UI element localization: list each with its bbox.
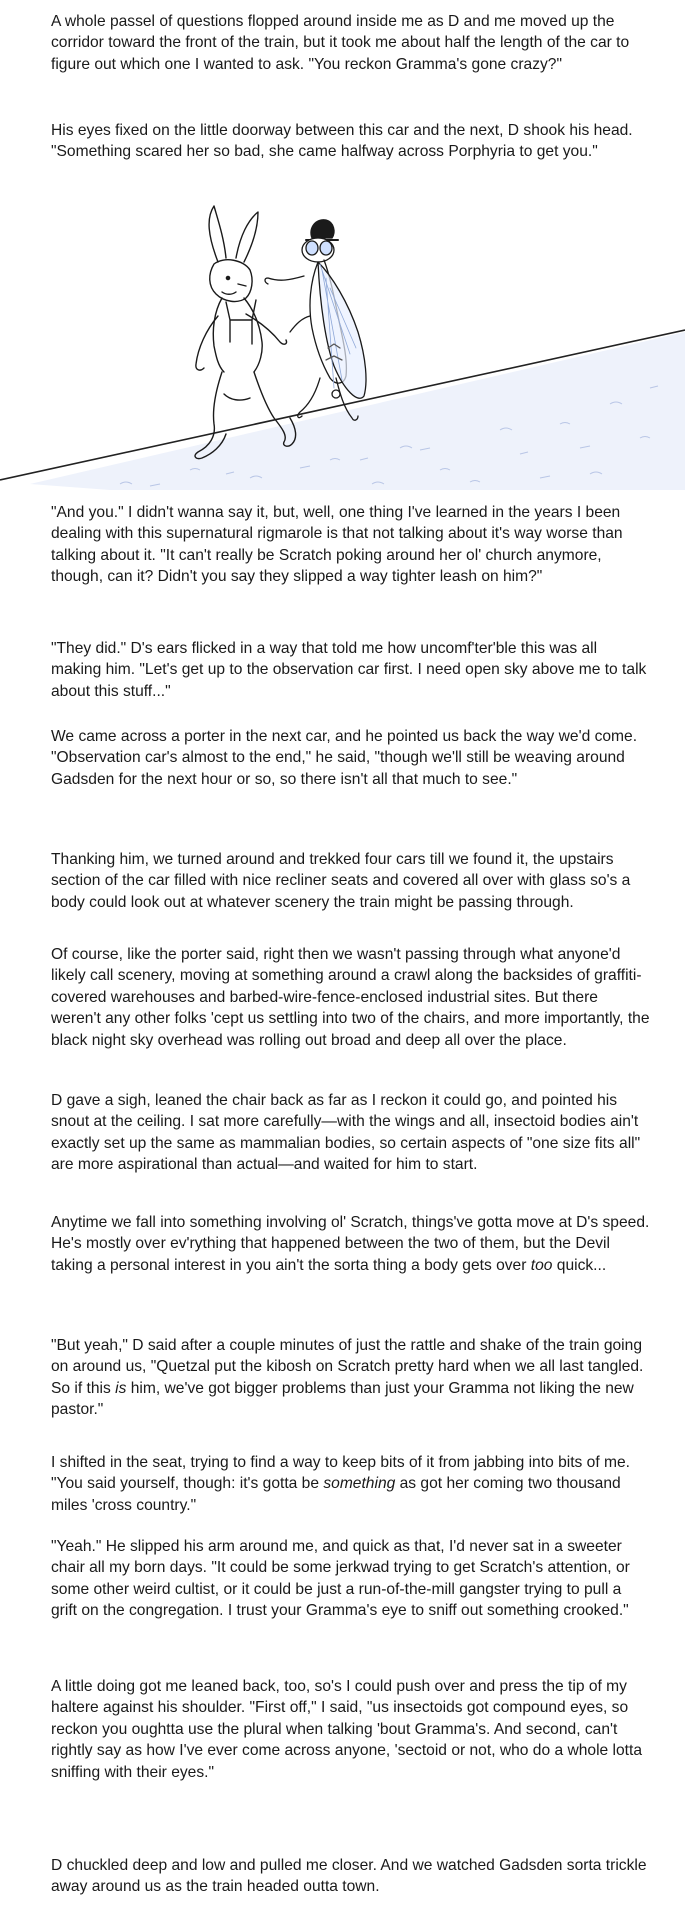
paragraph-text: A little doing got me leaned back, too, so's I could push over and press the tip of my haltere against his shoulder. "First off," I said, "us insectoids got compound eyes, so reckon you oughtta use the plural when talking 'bout Gramma's. And second, can't rightly say as how I've ever come across anyone, 'sectoid or not, who do a whole lotta sniffing with their eyes." [51,1678,643,1781]
paragraph-text: D chuckled deep and low and pulled me closer. And we watched Gadsden sorta trickle away around us as the train headed outta town. [51,1857,647,1896]
paragraph-text: him, we've got bigger problems than just your Gramma not liking the new pastor." [51,1379,634,1419]
story-paragraph-2 [51,120,651,163]
paragraph-text: We came across a porter in the next car, and he pointed us back the way we'd come. "Observation car's almost to the end," he said, "though we'll still be weaving around Gadsden for the next hour or so, so there isn't all that much to see." [51,728,638,788]
paragraph-text: I shifted in the seat, trying to find a way to keep bits of it from jabbing into bits of me. "You said yourself, though: it's gotta be [51,1454,631,1493]
paragraph-text: "And you." I didn't wanna say it, but, well, one thing I've learned in the years I been dealing with this supernatural rigmarole is that not talking about it's way worse than talking about it. "It can't really be Scratch poking around her ol' church anymore, though, can it? Didn't you say they slipped a way tighter leash on him?" [51,504,623,586]
emphasis-text: is [115,1379,127,1397]
paragraph-text: quick... [552,1256,607,1274]
story-paragraph-4 [51,638,651,702]
story-paragraph-13 [51,1676,651,1783]
paragraph-text: "But yeah," D said after a couple minutes of just the rattle and shake of the train going on around us, "Quetzal put the kibosh on Scratch pretty hard when we all last tangled. So if this [51,1337,644,1397]
story-paragraph-9 [51,1212,651,1276]
story-paragraph-10 [51,1335,651,1421]
story-paragraph-5 [51,726,651,790]
paragraph-text: His eyes fixed on the little doorway between this car and the next, D shook his head. "Something scared her so bad, she came halfway across Porphyria to get you." [51,122,633,161]
paragraph-text: as got her coming two thousand miles 'cross country." [51,1475,621,1514]
train-ride-illustration [0,198,685,490]
emphasis-text: something [323,1475,396,1493]
paragraph-text: Of course, like the porter said, right then we wasn't passing through what anyone'd likely call scenery, moving at something around a crawl along the backsides of graffiti-covered warehouses and barbed-wire-fence-enclosed industrial sites. But there weren't any other folks 'cept us settling into two of the chairs, and more importantly, the black night sky overhead was rolling out broad and deep all over the place. [51,946,650,1049]
story-paragraph-3 [51,502,651,588]
emphasis-text: too [530,1256,553,1274]
paragraph-text: A whole passel of questions flopped around inside me as D and me moved up the corridor toward the front of the train, but it took me about half the length of the car to figure out which one I wanted to ask. "You reckon Gramma's gone crazy?" [51,13,630,73]
story-paragraph-1 [51,11,651,75]
paragraph-text: Anytime we fall into something involving ol' Scratch, things've gotta move at D's speed. He's mostly over ev'rything that happened between the two of them, but the Devil taking a personal interest in you ain't the sorta thing a body gets over [51,1214,650,1274]
paragraph-text: Thanking him, we turned around and trekked four cars till we found it, the upstairs section of the car filled with nice recliner seats and covered all over with glass so's a body could look out at whatever scenery the train might be passing through. [51,851,631,911]
paragraph-text: "They did." D's ears flicked in a way that told me how uncomf'ter'ble this was all making him. "Let's get up to the observation car first. I need open sky above me to talk about this stuff..." [51,640,647,700]
story-paragraph-11 [51,1452,651,1516]
story-paragraph-14 [51,1855,651,1898]
paragraph-text: "Yeah." He slipped his arm around me, and quick as that, I'd never sat in a sweeter chair all my born days. "It could be some jerkwad trying to get Scratch's attention, or some other weird cultist, or it could be just a run-of-the-mill gangster trying to pull a grift on the congregation. I trust your Gramma's eye to sniff out something crooked." [51,1538,630,1620]
rabbit-figure [195,206,296,459]
story-paragraph-6 [51,849,651,913]
fly-figure [265,220,366,420]
story-paragraph-7 [51,944,651,1051]
story-paragraph-8 [51,1090,651,1176]
paragraph-text: D gave a sigh, leaned the chair back as far as I reckon it could go, and pointed his snout at the ceiling. I sat more carefully—with the wings and all, insectoid bodies ain't exactly set up the same as mammalian bodies, so certain aspects of "one size fits all" are more aspirational than actual—and waited for him to start. [51,1092,641,1174]
story-paragraph-12 [51,1536,651,1622]
